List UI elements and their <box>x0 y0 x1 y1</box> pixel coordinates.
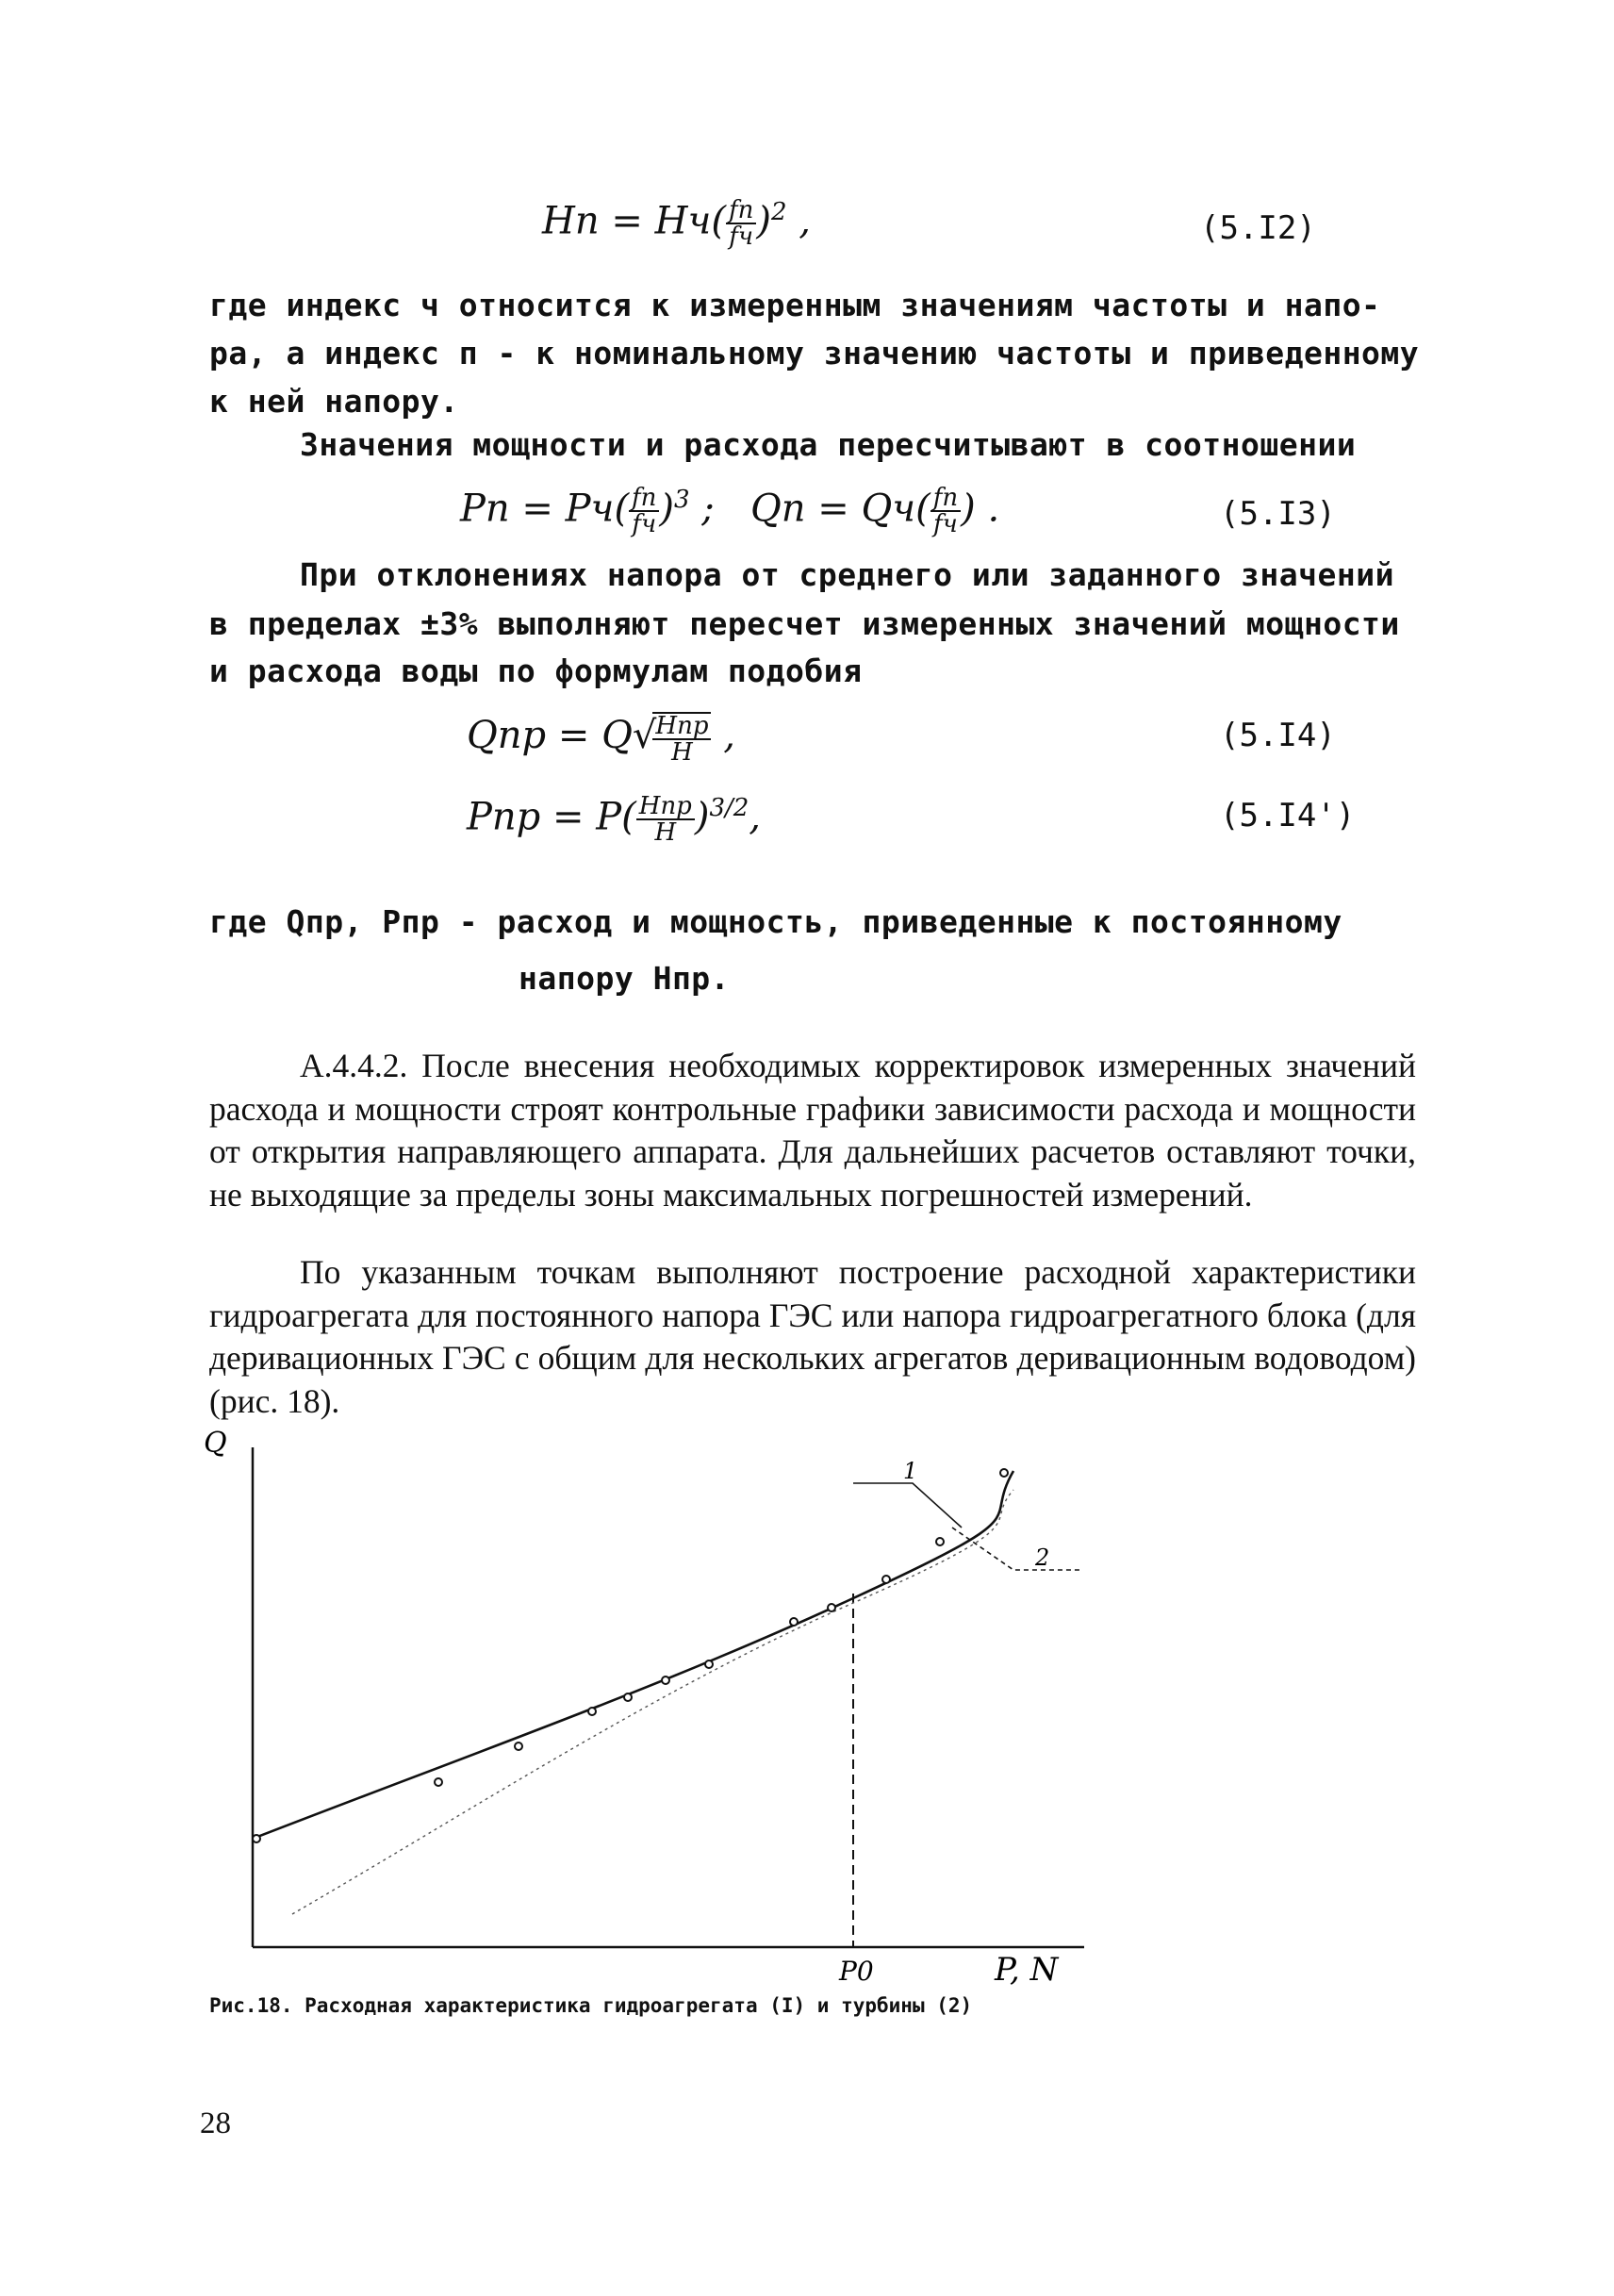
text-line: в пределах ±3% выполняют пересчет измеренных значений мощности <box>209 605 1400 642</box>
equation-number-5-13: (5.I3) <box>1220 495 1336 533</box>
formula-5-12: Hп = Hч( $\frac{fп}{fч}$ )$^2$ , <box>542 196 811 252</box>
data-point <box>936 1538 944 1545</box>
formula-5-14: Qпр = Q√ $\frac{\text{Hпр}}{H}$ , <box>467 712 735 767</box>
curve-1 <box>253 1471 1013 1839</box>
curve-1-label: 1 <box>903 1458 918 1484</box>
data-point <box>624 1693 632 1701</box>
formula-5-13: Pп = Pч( $\frac{fп}{fч}$ )$^3$ ; Qп = Qч( $\frac{fп}{fч}$ ) . <box>460 484 1000 539</box>
curve-2 <box>292 1490 1013 1914</box>
data-point <box>1000 1469 1008 1477</box>
data-point <box>882 1576 890 1583</box>
data-point <box>435 1778 442 1786</box>
figure-caption: Рис.18. Расходная характеристика гидроагрегата (I) и турбины (2) <box>209 1994 973 2017</box>
text-line: напору Нпр. <box>519 960 731 997</box>
curve-1-leader <box>853 1483 962 1528</box>
equation-number-5-12: (5.I2) <box>1200 209 1316 247</box>
page-number: 28 <box>200 2106 231 2140</box>
data-point <box>705 1660 713 1668</box>
curve-2-leader <box>952 1528 1079 1570</box>
formula-5-14-prime: Pпр = P( $\frac{\text{Hпр}}{H}$ )$^{3/2}$, <box>467 792 761 848</box>
paragraph-flow-characteristic: По указанным точкам выполняют построение расходной характеристики гидроагрегата для постоянного напора ГЭС или напора гидроагрегатного блока (для деривационных ГЭС с общим для нескольких агрегатов деривационным водоводом) (рис. 18). <box>209 1253 1416 1420</box>
paragraph-a442: А.4.4.2. После внесения необходимых корректировок измеренных значений расхода и мощности строят контрольные графики зависимости расхода и мощности от открытия направляющего аппарата. Для дальнейших расчетов оставляют точки, не выходящие за пределы зоны максимальных погрешностей измерений. <box>209 1047 1416 1214</box>
data-points <box>253 1469 1008 1842</box>
text-line: Значения мощности и расхода пересчитывают в соотношении <box>300 426 1357 463</box>
y-axis-label: Q <box>204 1427 227 1460</box>
data-point <box>515 1743 522 1750</box>
text-line: При отклонениях напора от среднего или заданного значений <box>300 556 1394 593</box>
text-line: к ней напору. <box>209 383 459 420</box>
x-marker-label: P0 <box>839 1956 874 1987</box>
data-point <box>588 1708 596 1715</box>
text-line: где индекс ч относится к измеренным значениям частоты и напо- <box>209 287 1381 323</box>
text-line: где Qпр, Pпр - расход и мощность, приведенные к постоянному <box>209 903 1342 940</box>
data-point <box>790 1618 798 1626</box>
data-point <box>828 1604 835 1611</box>
equation-number-5-14-prime: (5.I4') <box>1220 797 1356 834</box>
curve-2-label: 2 <box>1035 1544 1050 1571</box>
x-axis-label: P, N <box>995 1951 1059 1989</box>
equation-number-5-14: (5.I4) <box>1220 717 1336 754</box>
text-line: и расхода воды по формулам подобия <box>209 652 863 689</box>
text-line: ра, а индекс п - к номинальному значению частоты и приведенному <box>209 335 1420 372</box>
data-point <box>253 1835 260 1842</box>
data-point <box>662 1677 669 1684</box>
